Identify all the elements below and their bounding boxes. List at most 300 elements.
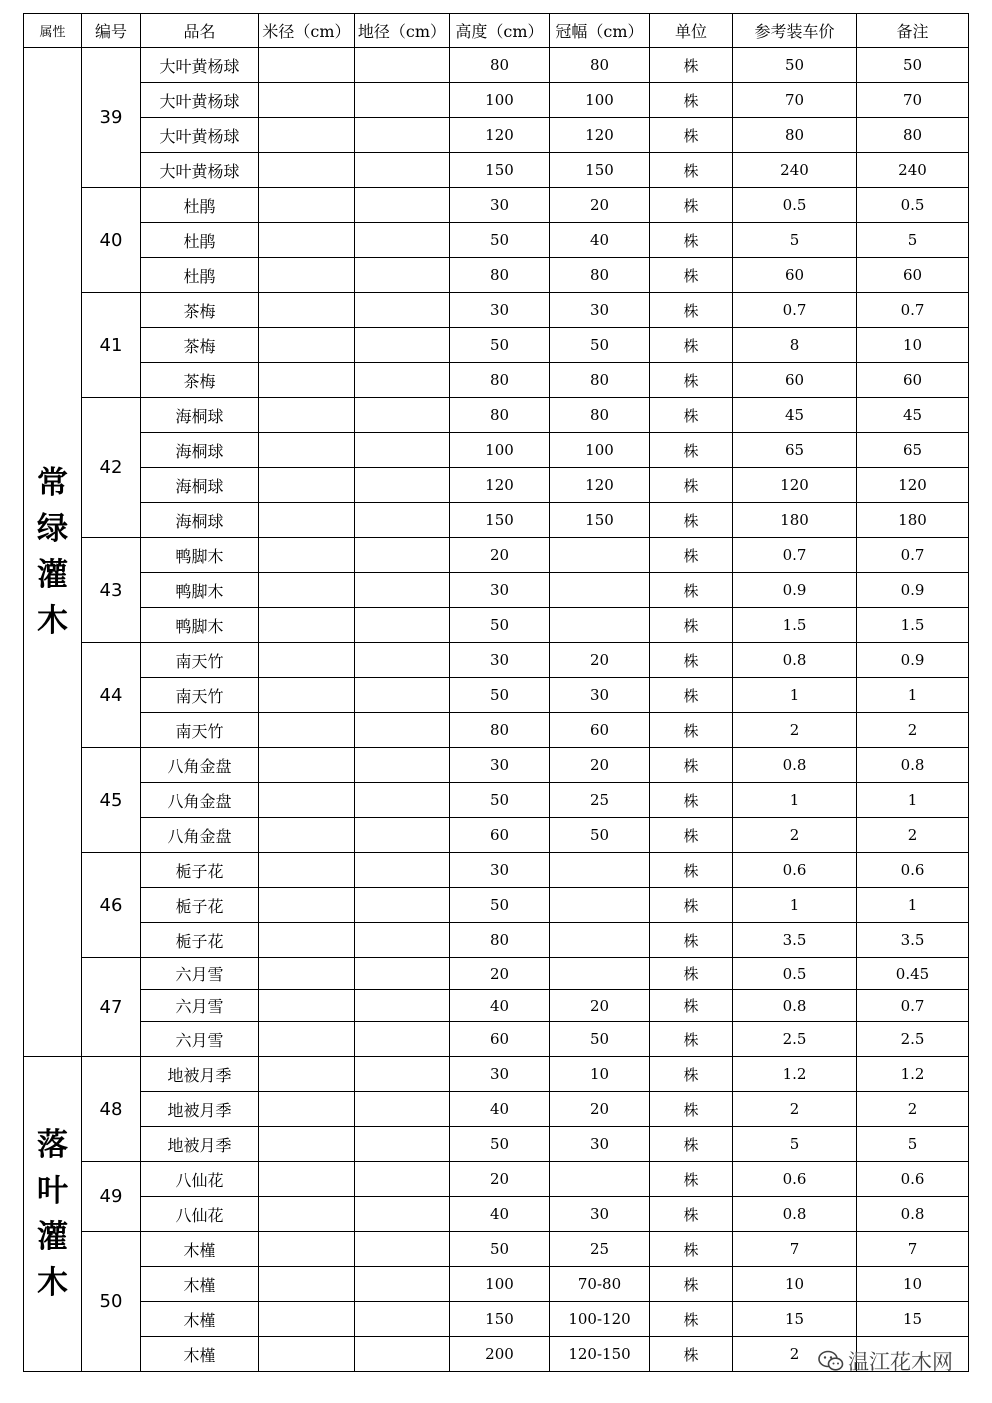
table-row <box>24 258 969 293</box>
meter-diameter-cell <box>259 503 355 538</box>
item-number: 46 <box>82 853 141 958</box>
crown-width-cell: 150 <box>550 153 650 188</box>
reference-price-cell: 2 <box>733 1337 857 1372</box>
ground-diameter-cell <box>355 363 450 398</box>
reference-price-cell: 1 <box>733 888 857 923</box>
crown-width-cell <box>550 608 650 643</box>
unit-cell: 株 <box>650 433 733 468</box>
reference-price-cell: 2 <box>733 713 857 748</box>
reference-price-cell: 2 <box>733 818 857 853</box>
table-row <box>24 538 969 573</box>
ground-diameter-cell <box>355 1127 450 1162</box>
item-number: 45 <box>82 748 141 853</box>
crown-width-cell: 50 <box>550 328 650 363</box>
reference-price-cell: 45 <box>733 398 857 433</box>
table-row <box>24 818 969 853</box>
reference-price-cell: 5 <box>733 223 857 258</box>
unit-cell: 株 <box>650 538 733 573</box>
meter-diameter-cell <box>259 888 355 923</box>
table-row <box>24 468 969 503</box>
meter-diameter-cell <box>259 643 355 678</box>
ground-diameter-cell <box>355 118 450 153</box>
remarks-cell: 5 <box>857 223 969 258</box>
unit-cell: 株 <box>650 258 733 293</box>
category-label: 常 绿 灌 木 <box>24 48 82 1057</box>
unit-cell: 株 <box>650 1302 733 1337</box>
remarks-cell: 180 <box>857 503 969 538</box>
height-cell: 80 <box>450 398 550 433</box>
meter-diameter-cell <box>259 83 355 118</box>
ground-diameter-cell <box>355 1057 450 1092</box>
height-cell: 200 <box>450 1337 550 1372</box>
reference-price-cell: 0.8 <box>733 643 857 678</box>
table-row <box>24 923 969 958</box>
meter-diameter-cell <box>259 818 355 853</box>
header-product-name: 品名 <box>141 14 259 48</box>
unit-cell: 株 <box>650 118 733 153</box>
remarks-cell: 0.8 <box>857 748 969 783</box>
crown-width-cell: 20 <box>550 643 650 678</box>
product-name-cell: 六月雪 <box>141 1022 259 1057</box>
reference-price-cell: 65 <box>733 433 857 468</box>
remarks-cell: 80 <box>857 118 969 153</box>
ground-diameter-cell <box>355 153 450 188</box>
crown-width-cell: 50 <box>550 1022 650 1057</box>
crown-width-cell: 150 <box>550 503 650 538</box>
table-row <box>24 1162 969 1197</box>
product-name-cell: 八仙花 <box>141 1162 259 1197</box>
ground-diameter-cell <box>355 293 450 328</box>
reference-price-cell: 60 <box>733 363 857 398</box>
product-name-cell: 木槿 <box>141 1337 259 1372</box>
height-cell: 60 <box>450 1022 550 1057</box>
product-name-cell: 八角金盘 <box>141 748 259 783</box>
remarks-cell: 5 <box>857 1127 969 1162</box>
product-name-cell: 大叶黄杨球 <box>141 153 259 188</box>
product-name-cell: 海桐球 <box>141 503 259 538</box>
reference-price-cell: 1 <box>733 783 857 818</box>
ground-diameter-cell <box>355 783 450 818</box>
remarks-cell: 70 <box>857 83 969 118</box>
reference-price-cell: 0.8 <box>733 748 857 783</box>
reference-price-cell: 1.2 <box>733 1057 857 1092</box>
ground-diameter-cell <box>355 990 450 1022</box>
crown-width-cell: 100 <box>550 83 650 118</box>
unit-cell: 株 <box>650 990 733 1022</box>
unit-cell: 株 <box>650 958 733 990</box>
wechat-icon <box>818 1350 844 1372</box>
watermark-text: 温江花木网 <box>848 1350 953 1374</box>
item-number: 47 <box>82 958 141 1057</box>
product-name-cell: 鸭脚木 <box>141 538 259 573</box>
remarks-cell: 10 <box>857 328 969 363</box>
crown-width-cell <box>550 1162 650 1197</box>
ground-diameter-cell <box>355 188 450 223</box>
meter-diameter-cell <box>259 1337 355 1372</box>
meter-diameter-cell <box>259 538 355 573</box>
crown-width-cell: 80 <box>550 398 650 433</box>
remarks-cell: 1.5 <box>857 608 969 643</box>
table-row <box>24 503 969 538</box>
reference-price-cell: 120 <box>733 468 857 503</box>
height-cell: 80 <box>450 363 550 398</box>
table-row <box>24 363 969 398</box>
table-row <box>24 48 969 83</box>
header-meter-diameter: 米径（cm） <box>259 14 355 48</box>
crown-width-cell: 30 <box>550 293 650 328</box>
product-name-cell: 海桐球 <box>141 433 259 468</box>
height-cell: 40 <box>450 990 550 1022</box>
crown-width-cell: 30 <box>550 678 650 713</box>
crown-width-cell: 20 <box>550 188 650 223</box>
ground-diameter-cell <box>355 748 450 783</box>
height-cell: 50 <box>450 678 550 713</box>
crown-width-cell: 25 <box>550 1232 650 1267</box>
item-number: 41 <box>82 293 141 398</box>
product-name-cell: 木槿 <box>141 1267 259 1302</box>
crown-width-cell <box>550 853 650 888</box>
reference-price-cell: 10 <box>733 1267 857 1302</box>
meter-diameter-cell <box>259 923 355 958</box>
reference-price-cell: 8 <box>733 328 857 363</box>
remarks-cell: 1.2 <box>857 1057 969 1092</box>
item-number: 39 <box>82 48 141 188</box>
remarks-cell: 2.5 <box>857 1022 969 1057</box>
header-attribute: 属性 <box>24 14 82 48</box>
height-cell: 30 <box>450 748 550 783</box>
meter-diameter-cell <box>259 293 355 328</box>
height-cell: 50 <box>450 223 550 258</box>
meter-diameter-cell <box>259 713 355 748</box>
height-cell: 30 <box>450 643 550 678</box>
unit-cell: 株 <box>650 678 733 713</box>
ground-diameter-cell <box>355 223 450 258</box>
ground-diameter-cell <box>355 328 450 363</box>
remarks-cell: 0.6 <box>857 853 969 888</box>
height-cell: 30 <box>450 853 550 888</box>
unit-cell: 株 <box>650 153 733 188</box>
header-row <box>24 14 969 48</box>
height-cell: 30 <box>450 293 550 328</box>
product-name-cell: 海桐球 <box>141 468 259 503</box>
remarks-cell: 2 <box>857 713 969 748</box>
product-name-cell: 海桐球 <box>141 398 259 433</box>
table-row <box>24 188 969 223</box>
product-name-cell: 八仙花 <box>141 1197 259 1232</box>
ground-diameter-cell <box>355 643 450 678</box>
product-name-cell: 地被月季 <box>141 1127 259 1162</box>
item-number: 40 <box>82 188 141 293</box>
ground-diameter-cell <box>355 573 450 608</box>
header-ground-diameter: 地径（cm） <box>355 14 450 48</box>
item-number: 43 <box>82 538 141 643</box>
meter-diameter-cell <box>259 853 355 888</box>
height-cell: 150 <box>450 153 550 188</box>
remarks-cell: 45 <box>857 398 969 433</box>
unit-cell: 株 <box>650 363 733 398</box>
reference-price-cell: 0.5 <box>733 958 857 990</box>
reference-price-cell: 0.7 <box>733 538 857 573</box>
unit-cell: 株 <box>650 1232 733 1267</box>
product-name-cell: 南天竹 <box>141 713 259 748</box>
reference-price-cell: 1.5 <box>733 608 857 643</box>
ground-diameter-cell <box>355 1302 450 1337</box>
product-name-cell: 大叶黄杨球 <box>141 118 259 153</box>
table-row <box>24 118 969 153</box>
crown-width-cell: 120 <box>550 468 650 503</box>
meter-diameter-cell <box>259 958 355 990</box>
remarks-cell: 60 <box>857 258 969 293</box>
unit-cell: 株 <box>650 818 733 853</box>
reference-price-cell: 1 <box>733 678 857 713</box>
reference-price-cell: 5 <box>733 1127 857 1162</box>
product-name-cell: 木槿 <box>141 1302 259 1337</box>
table-row <box>24 433 969 468</box>
reference-price-cell: 0.6 <box>733 1162 857 1197</box>
remarks-cell: 0.9 <box>857 573 969 608</box>
item-number: 44 <box>82 643 141 748</box>
crown-width-cell: 80 <box>550 258 650 293</box>
product-name-cell: 八角金盘 <box>141 818 259 853</box>
ground-diameter-cell <box>355 83 450 118</box>
product-name-cell: 六月雪 <box>141 990 259 1022</box>
meter-diameter-cell <box>259 188 355 223</box>
height-cell: 80 <box>450 923 550 958</box>
remarks-cell: 2 <box>857 818 969 853</box>
table-row <box>24 1267 969 1302</box>
height-cell: 50 <box>450 328 550 363</box>
height-cell: 80 <box>450 713 550 748</box>
height-cell: 80 <box>450 258 550 293</box>
product-name-cell: 南天竹 <box>141 643 259 678</box>
height-cell: 40 <box>450 1197 550 1232</box>
height-cell: 50 <box>450 1127 550 1162</box>
table-row <box>24 1302 969 1337</box>
meter-diameter-cell <box>259 1022 355 1057</box>
unit-cell: 株 <box>650 293 733 328</box>
header-reference-price: 参考装车价 <box>733 14 857 48</box>
meter-diameter-cell <box>259 1197 355 1232</box>
reference-price-cell: 0.9 <box>733 573 857 608</box>
unit-cell: 株 <box>650 188 733 223</box>
meter-diameter-cell <box>259 328 355 363</box>
crown-width-cell: 100 <box>550 433 650 468</box>
height-cell: 100 <box>450 433 550 468</box>
height-cell: 30 <box>450 573 550 608</box>
ground-diameter-cell <box>355 398 450 433</box>
product-name-cell: 鸭脚木 <box>141 573 259 608</box>
reference-price-cell: 60 <box>733 258 857 293</box>
height-cell: 50 <box>450 1232 550 1267</box>
remarks-cell: 1 <box>857 888 969 923</box>
height-cell: 80 <box>450 48 550 83</box>
crown-width-cell: 20 <box>550 748 650 783</box>
height-cell: 40 <box>450 1092 550 1127</box>
table-row <box>24 153 969 188</box>
height-cell: 120 <box>450 118 550 153</box>
ground-diameter-cell <box>355 258 450 293</box>
ground-diameter-cell <box>355 538 450 573</box>
ground-diameter-cell <box>355 1022 450 1057</box>
meter-diameter-cell <box>259 748 355 783</box>
unit-cell: 株 <box>650 748 733 783</box>
ground-diameter-cell <box>355 433 450 468</box>
product-name-cell: 八角金盘 <box>141 783 259 818</box>
meter-diameter-cell <box>259 783 355 818</box>
table-row <box>24 83 969 118</box>
crown-width-cell: 10 <box>550 1057 650 1092</box>
meter-diameter-cell <box>259 48 355 83</box>
table-row <box>24 328 969 363</box>
remarks-cell: 0.8 <box>857 1197 969 1232</box>
meter-diameter-cell <box>259 1232 355 1267</box>
reference-price-cell: 2.5 <box>733 1022 857 1057</box>
reference-price-cell: 3.5 <box>733 923 857 958</box>
unit-cell: 株 <box>650 503 733 538</box>
unit-cell: 株 <box>650 1267 733 1302</box>
height-cell: 20 <box>450 1162 550 1197</box>
height-cell: 50 <box>450 888 550 923</box>
unit-cell: 株 <box>650 1022 733 1057</box>
crown-width-cell <box>550 923 650 958</box>
height-cell: 120 <box>450 468 550 503</box>
product-name-cell: 地被月季 <box>141 1057 259 1092</box>
crown-width-cell: 30 <box>550 1127 650 1162</box>
product-name-cell: 木槿 <box>141 1232 259 1267</box>
table-row <box>24 608 969 643</box>
ground-diameter-cell <box>355 853 450 888</box>
height-cell: 20 <box>450 538 550 573</box>
reference-price-cell: 80 <box>733 118 857 153</box>
unit-cell: 株 <box>650 643 733 678</box>
unit-cell: 株 <box>650 328 733 363</box>
ground-diameter-cell <box>355 503 450 538</box>
meter-diameter-cell <box>259 1162 355 1197</box>
crown-width-cell: 50 <box>550 818 650 853</box>
meter-diameter-cell <box>259 258 355 293</box>
ground-diameter-cell <box>355 608 450 643</box>
product-name-cell: 南天竹 <box>141 678 259 713</box>
product-name-cell: 地被月季 <box>141 1092 259 1127</box>
height-cell: 100 <box>450 1267 550 1302</box>
table-body <box>24 48 969 1372</box>
crown-width-cell: 100-120 <box>550 1302 650 1337</box>
table-row <box>24 1127 969 1162</box>
remarks-cell: 1 <box>857 678 969 713</box>
unit-cell: 株 <box>650 853 733 888</box>
price-table <box>23 13 969 1372</box>
height-cell: 20 <box>450 958 550 990</box>
height-cell: 30 <box>450 188 550 223</box>
table-row <box>24 1057 969 1092</box>
meter-diameter-cell <box>259 608 355 643</box>
table-row <box>24 643 969 678</box>
ground-diameter-cell <box>355 1162 450 1197</box>
category-label: 落 叶 灌 木 <box>24 1057 82 1372</box>
product-name-cell: 栀子花 <box>141 888 259 923</box>
ground-diameter-cell <box>355 1092 450 1127</box>
table-row <box>24 1092 969 1127</box>
crown-width-cell: 80 <box>550 363 650 398</box>
item-number: 50 <box>82 1232 141 1372</box>
ground-diameter-cell <box>355 713 450 748</box>
remarks-cell: 0.7 <box>857 293 969 328</box>
ground-diameter-cell <box>355 1232 450 1267</box>
remarks-cell: 1 <box>857 783 969 818</box>
ground-diameter-cell <box>355 1267 450 1302</box>
product-name-cell: 杜鹃 <box>141 188 259 223</box>
meter-diameter-cell <box>259 363 355 398</box>
item-number: 48 <box>82 1057 141 1162</box>
unit-cell: 株 <box>650 923 733 958</box>
reference-price-cell: 70 <box>733 83 857 118</box>
product-name-cell: 茶梅 <box>141 293 259 328</box>
header-height: 高度（cm） <box>450 14 550 48</box>
table-row <box>24 748 969 783</box>
height-cell: 60 <box>450 818 550 853</box>
meter-diameter-cell <box>259 118 355 153</box>
meter-diameter-cell <box>259 990 355 1022</box>
table-row <box>24 990 969 1022</box>
product-name-cell: 六月雪 <box>141 958 259 990</box>
crown-width-cell: 60 <box>550 713 650 748</box>
remarks-cell: 10 <box>857 1267 969 1302</box>
remarks-cell: 0.45 <box>857 958 969 990</box>
product-name-cell: 大叶黄杨球 <box>141 48 259 83</box>
table-row <box>24 888 969 923</box>
unit-cell: 株 <box>650 48 733 83</box>
meter-diameter-cell <box>259 1127 355 1162</box>
table-row <box>24 573 969 608</box>
crown-width-cell <box>550 538 650 573</box>
unit-cell: 株 <box>650 1197 733 1232</box>
remarks-cell: 0.7 <box>857 538 969 573</box>
product-name-cell: 鸭脚木 <box>141 608 259 643</box>
ground-diameter-cell <box>355 923 450 958</box>
reference-price-cell: 0.6 <box>733 853 857 888</box>
unit-cell: 株 <box>650 1092 733 1127</box>
meter-diameter-cell <box>259 1092 355 1127</box>
meter-diameter-cell <box>259 223 355 258</box>
header-remarks: 备注 <box>857 14 969 48</box>
height-cell: 50 <box>450 608 550 643</box>
reference-price-cell: 180 <box>733 503 857 538</box>
ground-diameter-cell <box>355 1197 450 1232</box>
unit-cell: 株 <box>650 573 733 608</box>
table-row <box>24 958 969 990</box>
remarks-cell: 0.9 <box>857 643 969 678</box>
ground-diameter-cell <box>355 958 450 990</box>
crown-width-cell <box>550 573 650 608</box>
table-row <box>24 293 969 328</box>
item-number: 49 <box>82 1162 141 1232</box>
remarks-cell: 0.6 <box>857 1162 969 1197</box>
product-name-cell: 栀子花 <box>141 853 259 888</box>
meter-diameter-cell <box>259 1267 355 1302</box>
header-crown-width: 冠幅（cm） <box>550 14 650 48</box>
header-number: 编号 <box>82 14 141 48</box>
unit-cell: 株 <box>650 468 733 503</box>
table-row <box>24 713 969 748</box>
meter-diameter-cell <box>259 678 355 713</box>
reference-price-cell: 0.8 <box>733 1197 857 1232</box>
table-row <box>24 223 969 258</box>
crown-width-cell: 40 <box>550 223 650 258</box>
remarks-cell: 3.5 <box>857 923 969 958</box>
unit-cell: 株 <box>650 1337 733 1372</box>
remarks-cell: 2 <box>857 1092 969 1127</box>
ground-diameter-cell <box>355 468 450 503</box>
